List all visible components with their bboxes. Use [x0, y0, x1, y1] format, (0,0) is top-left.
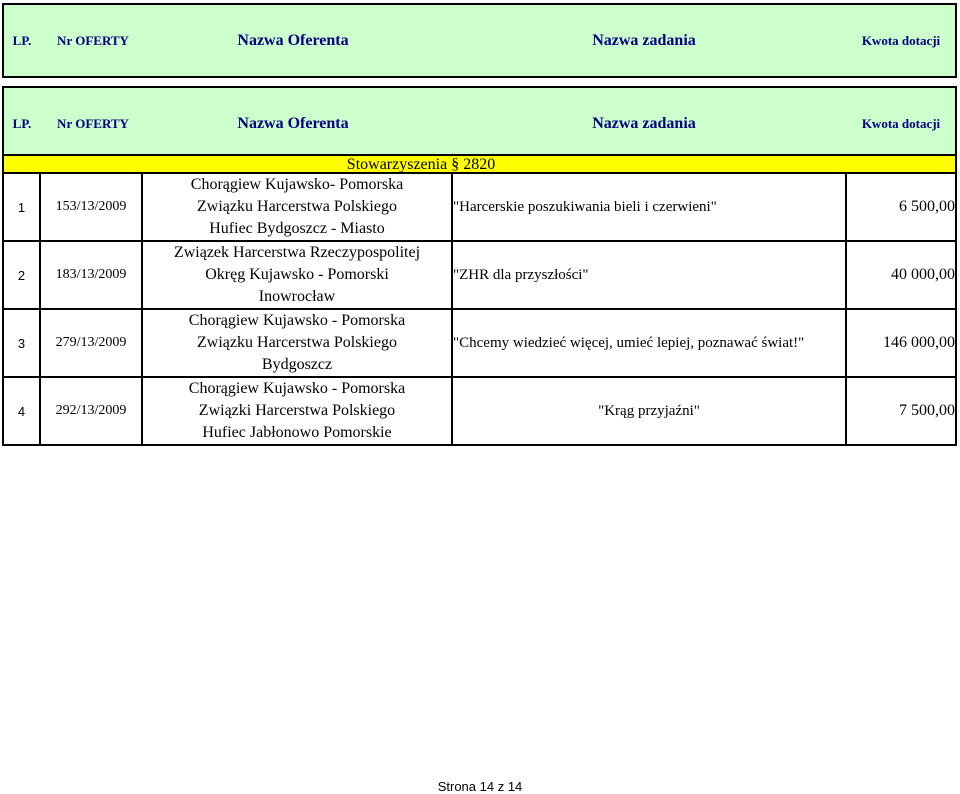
oferent-line: Związki Harcerstwa Polskiego [198, 402, 396, 419]
cell-kwota: 146 000,00 [846, 309, 956, 377]
oferent-line: Hufiec Bydgoszcz - Miasto [209, 220, 385, 237]
header-nazwa-zadania: Nazwa zadania [592, 31, 696, 49]
table-row [3, 173, 956, 241]
oferent-line: Okręg Kujawsko - Pomorski [205, 266, 389, 283]
table-row [3, 309, 956, 377]
table-row [3, 377, 956, 445]
header-nr-oferty: Nr OFERTY [57, 32, 129, 48]
oferent-line: Bydgoszcz [261, 356, 333, 373]
header-nazwa-zadania: Nazwa zadania [592, 114, 696, 132]
oferent-line: Inowrocław [258, 288, 336, 305]
header-kwota-dotacji: Kwota dotacji [861, 32, 941, 48]
oferent-line: Związku Harcerstwa Polskiego [197, 334, 397, 351]
table-header-repeat [2, 86, 957, 161]
section-title: Stowarzyszenia § 2820 [346, 156, 496, 173]
cell-lp: 1 [3, 173, 40, 241]
table-header-top [2, 3, 957, 78]
section-title-bar [2, 154, 957, 174]
cell-lp: 2 [3, 241, 40, 309]
header-nazwa-oferenta: Nazwa Oferenta [237, 114, 349, 132]
cell-zadanie: "Krąg przyjaźni" [452, 377, 846, 445]
oferent-line: Hufiec Jabłonowo Pomorskie [202, 424, 392, 441]
cell-nr-oferty: 183/13/2009 [40, 241, 142, 309]
cell-oferent [142, 377, 452, 445]
oferent-line: Chorągiew Kujawsko- Pomorska [190, 176, 404, 193]
cell-nr-oferty: 292/13/2009 [40, 377, 142, 445]
cell-zadanie: "Chcemy wiedzieć więcej, umieć lepiej, poznawać świat!" [452, 309, 846, 377]
cell-oferent [142, 309, 452, 377]
header-nazwa-oferenta: Nazwa Oferenta [237, 31, 349, 49]
cell-nr-oferty: 279/13/2009 [40, 309, 142, 377]
header-kwota-dotacji: Kwota dotacji [861, 115, 941, 131]
cell-lp: 4 [3, 377, 40, 445]
cell-nr-oferty: 153/13/2009 [40, 173, 142, 241]
cell-kwota: 7 500,00 [846, 377, 956, 445]
table-row [3, 241, 956, 309]
cell-zadanie: "ZHR dla przyszłości" [452, 241, 846, 309]
cell-zadanie: "Harcerskie poszukiwania bieli i czerwieni" [452, 173, 846, 241]
header-lp: LP. [12, 115, 32, 131]
offers-table [2, 172, 957, 446]
cell-oferent [142, 241, 452, 309]
header-lp: LP. [12, 32, 32, 48]
cell-kwota: 40 000,00 [846, 241, 956, 309]
header-nr-oferty: Nr OFERTY [57, 115, 129, 131]
page-number: Strona 14 z 14 [437, 779, 523, 794]
cell-kwota: 6 500,00 [846, 173, 956, 241]
oferent-line: Chorągiew Kujawsko - Pomorska [188, 312, 406, 329]
oferent-line: Chorągiew Kujawsko - Pomorska [188, 380, 406, 397]
oferent-line: Związku Harcerstwa Polskiego [197, 198, 397, 215]
cell-oferent [142, 173, 452, 241]
oferent-line: Związek Harcerstwa Rzeczypospolitej [173, 244, 421, 261]
cell-lp: 3 [3, 309, 40, 377]
